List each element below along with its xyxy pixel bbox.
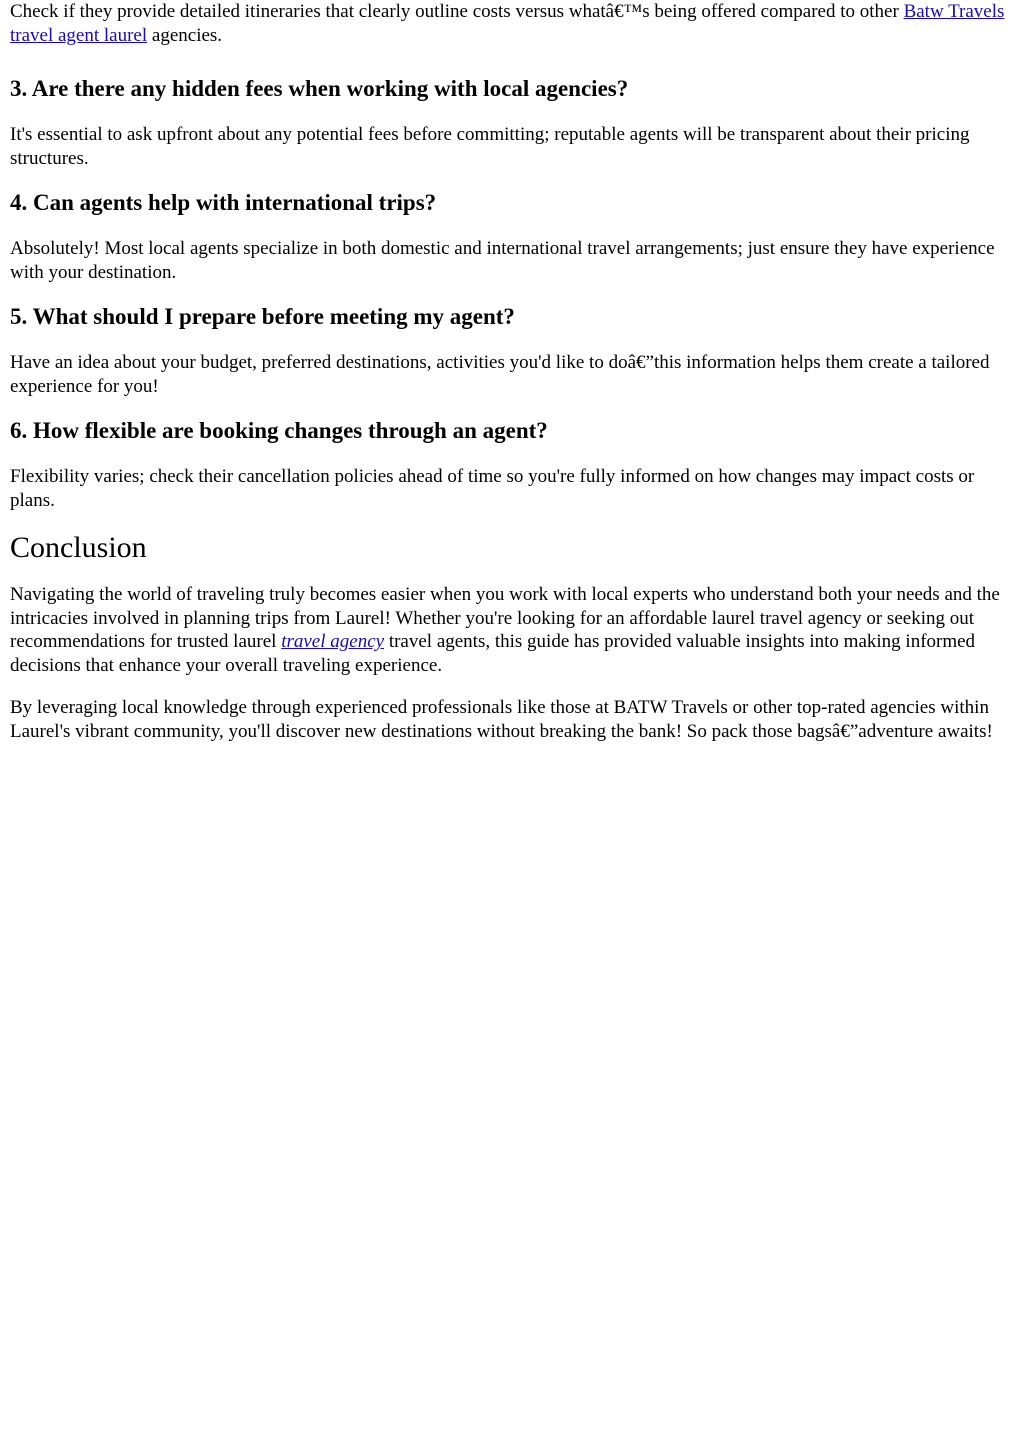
faq-question-3: 3. Are there any hidden fees when working with local agencies?	[10, 76, 629, 101]
faq-question-6: 6. How flexible are booking changes through an agent?	[10, 418, 548, 443]
faq-answer-5: Have an idea about your budget, preferred destinations, activities you'd like to doâ€”this information helps them create a tailored experience for you!	[10, 352, 990, 397]
faq-question-5: 5. What should I prepare before meeting my agent?	[10, 304, 515, 329]
intro-text-before-link: Check if they provide detailed itineraries that clearly outline costs versus whatâ€™s being offered compared to other	[10, 1, 904, 22]
conclusion-text-before-link: Navigating the world of traveling truly becomes easier when you work with local experts who understand both your needs and the intricacies involved in planning trips from Laurel! Whether you're looking for an affordable laurel travel agency or seeking out recommendations for trusted laurel	[10, 584, 1000, 652]
conclusion-heading: Conclusion	[10, 531, 147, 564]
conclusion-text-after-link: travel agents, this guide has provided valuable insights into making informed decisions that enhance your overall traveling experience.	[10, 631, 976, 676]
intro-text-after-link: agencies.	[147, 24, 223, 46]
batw-travels-link[interactable]: Batw Travels travel agent laurel	[10, 1, 1005, 46]
faq-answer-6: Flexibility varies; check their cancellation policies ahead of time so you're fully informed on how changes may impact costs or plans.	[10, 466, 975, 511]
faq-answer-4: Absolutely! Most local agents specialize in both domestic and international travel arrangements; just ensure they have experience with your destination.	[10, 238, 995, 283]
conclusion-paragraph-2: By leveraging local knowledge through experienced professionals like those at BATW Travels or other top-rated agencies within Laurel's vibrant community, you'll discover new destinations without breaking the bank! So pack those bagsâ€”adventure awaits!	[10, 697, 993, 742]
intro-paragraph	[10, 0, 1014, 47]
travel-agency-link[interactable]: travel agency	[281, 631, 385, 652]
faq-answer-3: It's essential to ask upfront about any potential fees before committing; reputable agents will be transparent about their pricing structures.	[10, 124, 970, 169]
conclusion-paragraph-1	[10, 583, 1014, 677]
faq-question-4: 4. Can agents help with international trips?	[10, 190, 437, 215]
